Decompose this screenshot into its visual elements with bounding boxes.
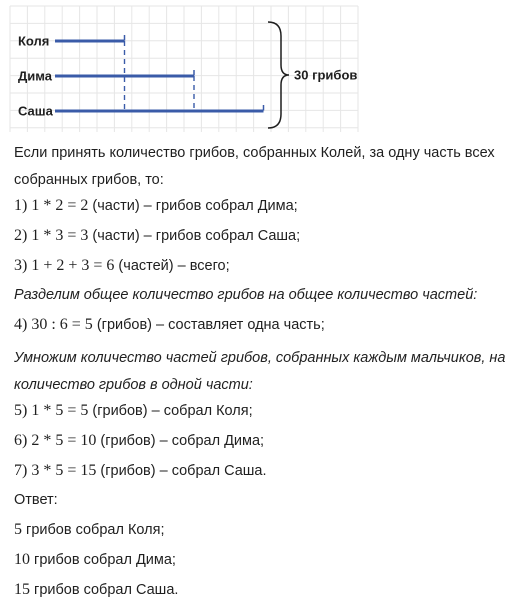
answer-2: [14, 550, 524, 570]
step-5: [14, 401, 524, 421]
intro-text: Если принять количество грибов, собранных Колей, за одну часть всех собранных грибов, то:: [14, 145, 495, 188]
step-6-text: (грибов) – собрал Дима;: [96, 433, 265, 449]
step-3-number: 3): [14, 257, 32, 274]
step-7: [14, 461, 524, 481]
total-label: 30 грибов: [294, 67, 358, 83]
step-7-text: (грибов) – собрал Саша.: [96, 463, 267, 479]
step-2-text: (части) – грибов собрал Саша;: [88, 228, 301, 244]
step-4-number: 4): [14, 316, 32, 333]
row-label-1: Коля: [18, 33, 50, 49]
step-2: [14, 226, 524, 246]
step-1-text: (части) – грибов собрал Дима;: [88, 198, 298, 214]
answer-3-number: 15: [14, 581, 30, 598]
diagram-canvas: [0, 0, 532, 140]
solution-text: [14, 140, 524, 610]
step-5-math: 1 * 5 = 5: [31, 402, 89, 419]
answer-3: [14, 580, 524, 600]
step-1-number: 1): [14, 197, 32, 214]
step-4-text: (грибов) – составляет одна часть;: [92, 317, 325, 333]
step-3: [14, 256, 524, 276]
answer-1: [14, 520, 524, 540]
step-5-number: 5): [14, 402, 32, 419]
answer-2-text: грибов собрал Дима;: [30, 552, 176, 568]
step-4: [14, 315, 524, 335]
step-7-math: 3 * 5 = 15: [31, 462, 97, 479]
row-label-2: Дима: [18, 68, 52, 84]
step-6-math: 2 * 5 = 10: [31, 432, 97, 449]
step-1: [14, 196, 524, 216]
instruction-divide: Разделим общее количество грибов на общее количество частей:: [14, 287, 478, 303]
step-2-math: 1 * 3 = 3: [31, 227, 89, 244]
instruction-multiply: Умножим количество частей грибов, собранных каждым мальчиков, на количество грибов в одной части:: [14, 350, 506, 393]
step-7-number: 7): [14, 462, 32, 479]
answer-1-text: грибов собрал Коля;: [22, 522, 165, 538]
step-3-math: 1 + 2 + 3 = 6: [31, 257, 115, 274]
answer-label: Ответ:: [14, 492, 58, 508]
step-6: [14, 431, 524, 451]
step-5-text: (грибов) – собрал Коля;: [88, 403, 253, 419]
answer-2-number: 10: [14, 551, 30, 568]
step-3-text: (частей) – всего;: [114, 258, 230, 274]
step-1-math: 1 * 2 = 2: [31, 197, 89, 214]
answer-1-number: 5: [14, 521, 22, 538]
row-label-3: Саша: [18, 103, 53, 119]
step-2-number: 2): [14, 227, 32, 244]
answer-3-text: грибов собрал Саша.: [30, 582, 179, 598]
step-6-number: 6): [14, 432, 32, 449]
segment-diagram: [0, 0, 532, 140]
step-4-math: 30 : 6 = 5: [31, 316, 93, 333]
